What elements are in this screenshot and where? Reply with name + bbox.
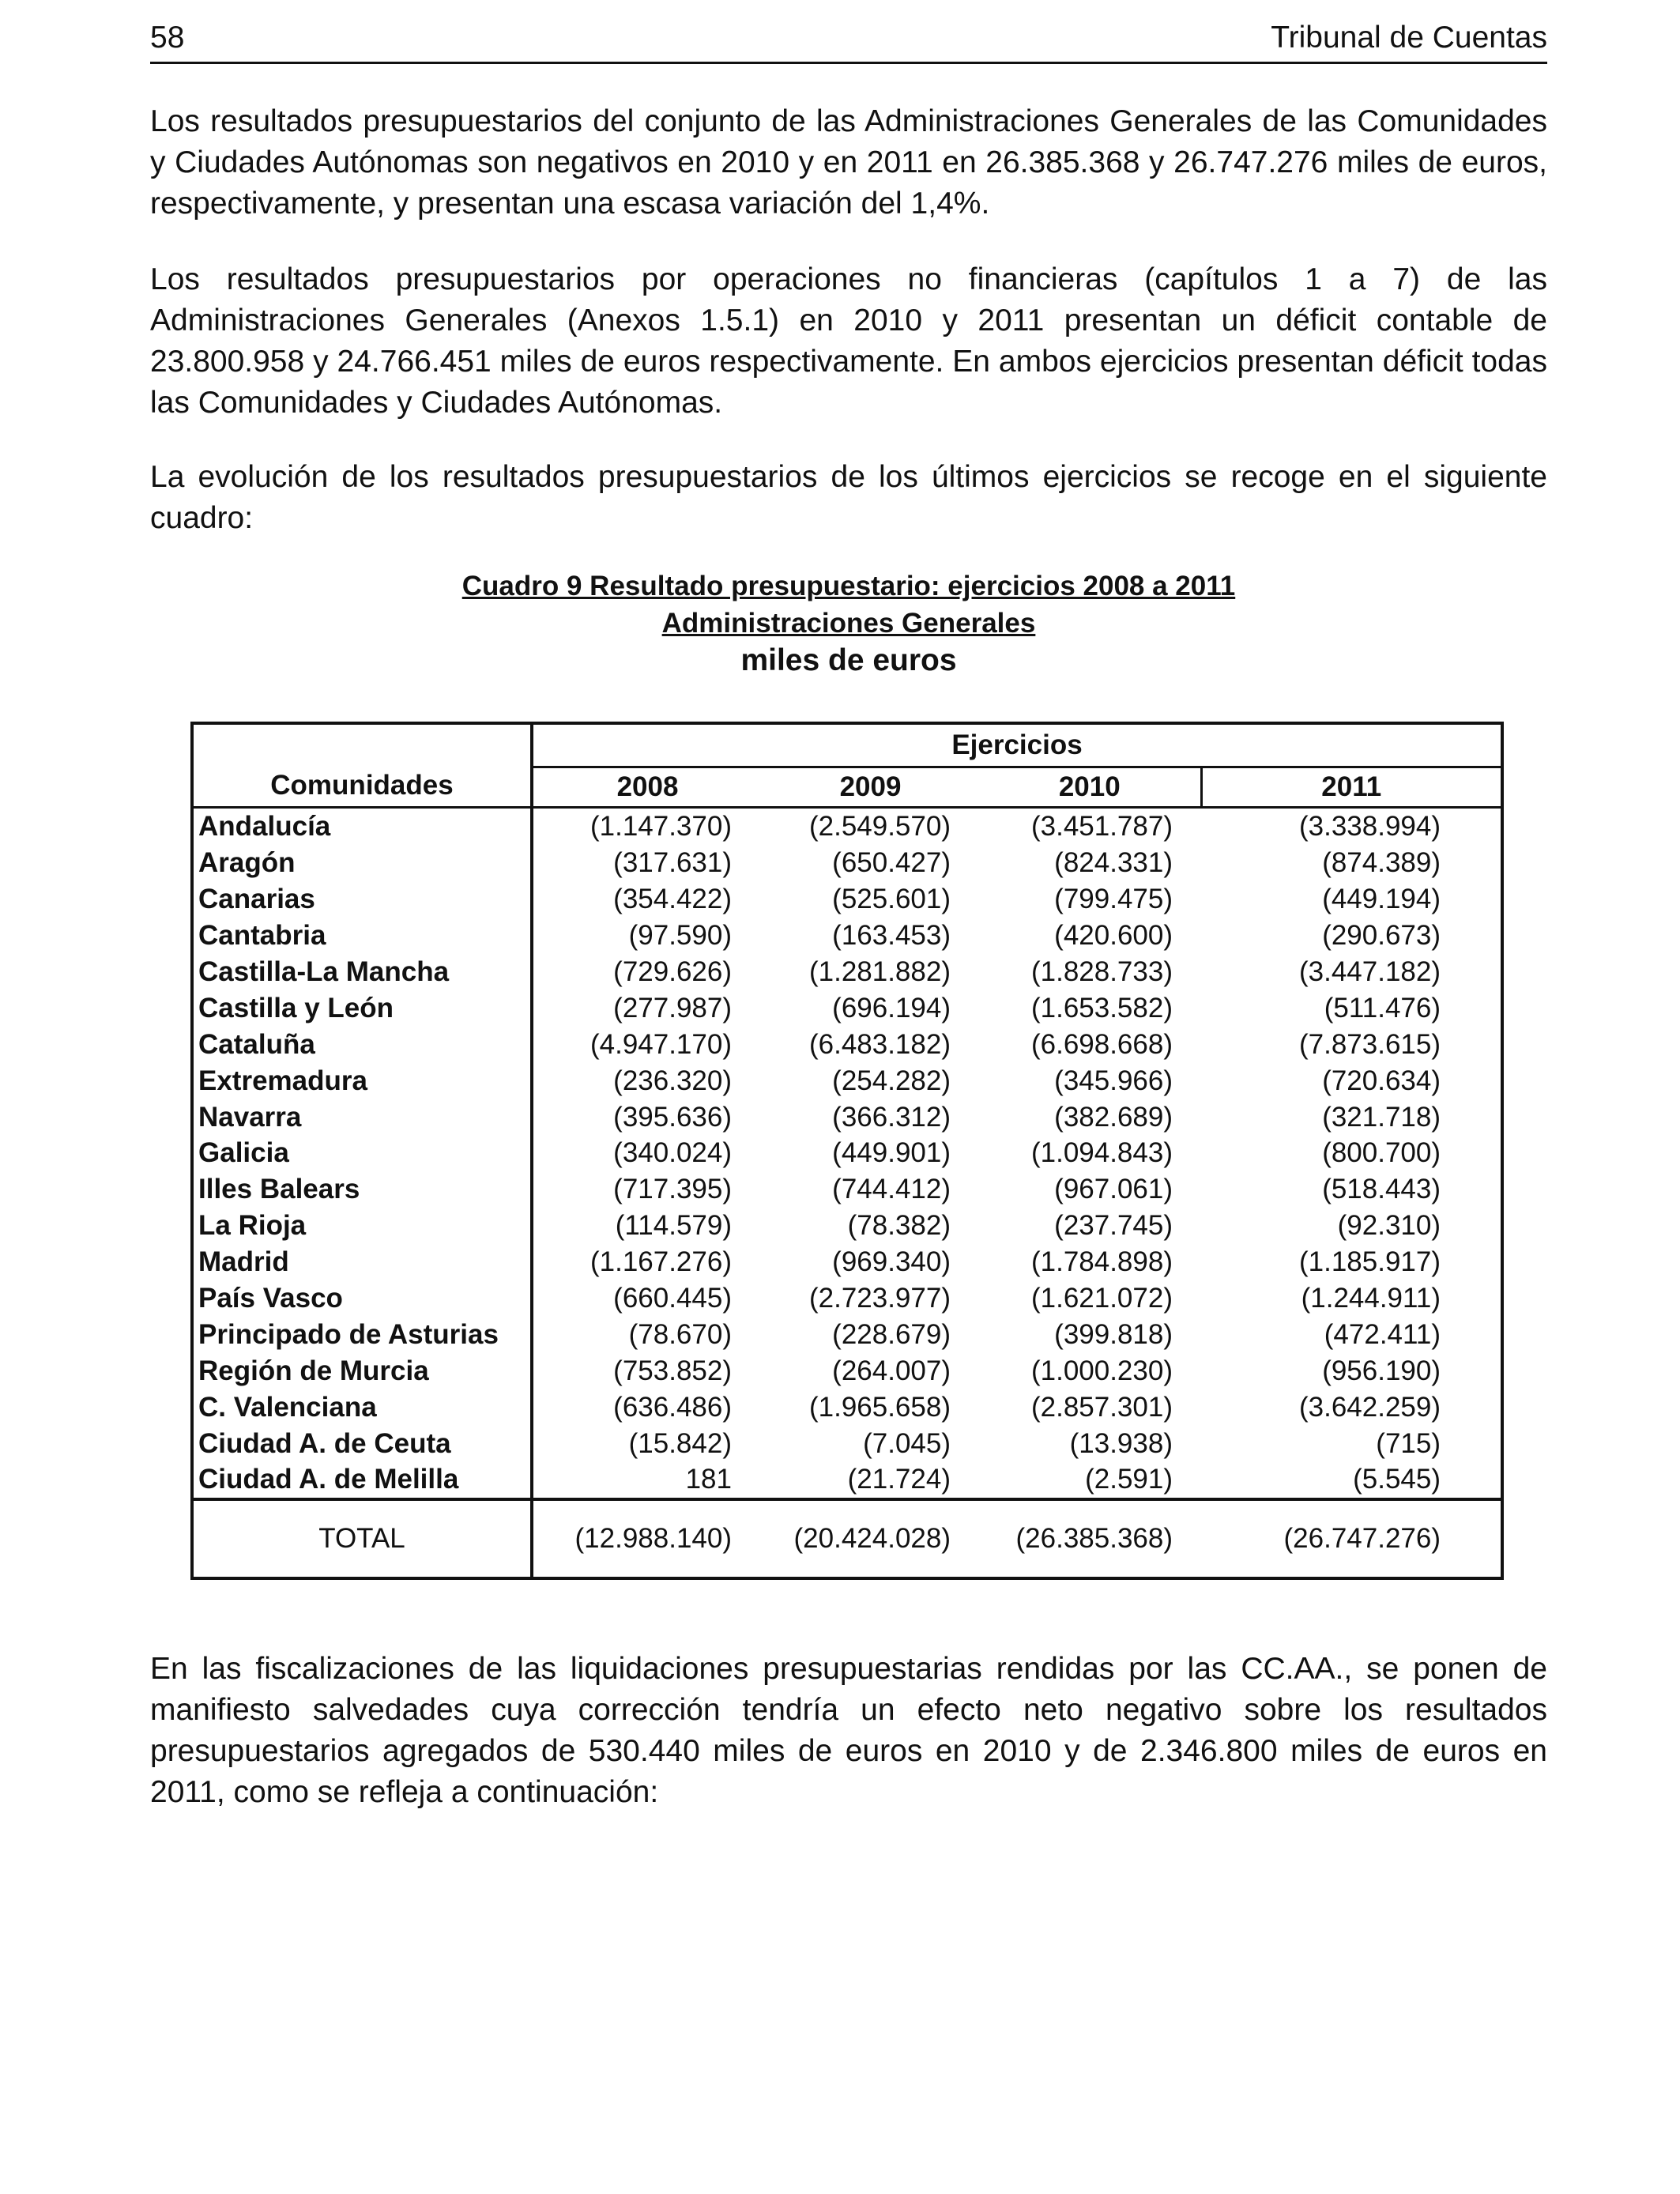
value-2009: (449.901) — [832, 1137, 951, 1169]
table-row — [192, 918, 1502, 954]
value-2009: (2.549.570) — [808, 811, 951, 843]
value-2009: (1.281.882) — [808, 956, 951, 987]
community-name: Canarias — [192, 881, 532, 918]
community-name: C. Valenciana — [192, 1389, 532, 1425]
community-name: Extremadura — [192, 1062, 532, 1099]
community-name: Illes Balears — [192, 1171, 532, 1208]
header-ejercicios: Ejercicios — [532, 723, 1502, 767]
value-2008: (1.167.276) — [590, 1246, 732, 1278]
value-2011: (1.185.917) — [1298, 1246, 1441, 1278]
value-2009: (366.312) — [832, 1101, 951, 1133]
value-2011: (720.634) — [1322, 1065, 1441, 1096]
value-2011: (5.545) — [1353, 1464, 1441, 1495]
value-2011: (472.411) — [1324, 1318, 1441, 1350]
value-2011: (956.190) — [1322, 1355, 1441, 1386]
paragraph-table-intro: La evolución de los resultados presupuestarios de los últimos ejercicios se recoge en el siguiente cuadro: — [150, 460, 1547, 535]
value-2008: 181 — [685, 1464, 732, 1495]
community-name: Región de Murcia — [192, 1352, 532, 1389]
total-2011: (26.747.276) — [1283, 1522, 1441, 1554]
table-row — [192, 1280, 1502, 1317]
page-number: 58 — [150, 21, 185, 55]
table-row — [192, 1352, 1502, 1389]
value-2011: (290.673) — [1322, 920, 1441, 952]
value-2009: (163.453) — [832, 920, 951, 952]
value-2009: (6.483.182) — [808, 1028, 951, 1060]
paragraph-non-financial-results: Los resultados presupuestarios por operaciones no financieras (capítulos 1 a 7) de las Administraciones Generales (Anexos 1.5.1) en 2010 y 2011 presentan un déficit contable de 23.800.958 y 24.766.451 miles de euros respectivamente. En ambos ejercicios presentan déficit todas las Comunidades y Ciudades Autónomas. — [150, 262, 1547, 420]
value-2011: (511.476) — [1324, 992, 1441, 1023]
value-2009: (2.723.977) — [808, 1283, 951, 1314]
value-2011: (3.642.259) — [1298, 1391, 1441, 1423]
value-2010: (1.621.072) — [1030, 1283, 1173, 1314]
value-2008: (660.445) — [613, 1283, 732, 1314]
value-2008: (395.636) — [613, 1101, 732, 1133]
table-row — [192, 1316, 1502, 1352]
value-2010: (345.966) — [1054, 1065, 1173, 1096]
value-2008: (1.147.370) — [590, 811, 732, 843]
community-name: País Vasco — [192, 1280, 532, 1317]
table-body — [192, 808, 1502, 1499]
table-row — [192, 990, 1502, 1026]
value-2008: (78.670) — [628, 1318, 732, 1350]
value-2008: (717.395) — [613, 1174, 732, 1205]
table-row — [192, 1208, 1502, 1244]
table-row — [192, 1171, 1502, 1208]
table-row — [192, 1389, 1502, 1425]
community-name: Ciudad A. de Melilla — [192, 1461, 532, 1499]
table-row — [192, 954, 1502, 990]
value-2008: (636.486) — [613, 1391, 732, 1423]
value-2009: (696.194) — [832, 992, 951, 1023]
header-comunidades: Comunidades — [192, 723, 532, 808]
value-2011: (3.338.994) — [1298, 811, 1441, 843]
header-year-2009: 2009 — [762, 767, 979, 808]
results-table — [190, 722, 1504, 1580]
value-2010: (1.784.898) — [1030, 1246, 1173, 1278]
table-row — [192, 1026, 1502, 1062]
table-row — [192, 1062, 1502, 1099]
community-name: Madrid — [192, 1244, 532, 1280]
value-2009: (228.679) — [832, 1318, 951, 1350]
table-row — [192, 1461, 1502, 1499]
table-row — [192, 845, 1502, 881]
publisher-name: Tribunal de Cuentas — [1271, 21, 1547, 55]
value-2010: (2.591) — [1085, 1464, 1173, 1495]
total-2009-value: (20.424.028) — [793, 1522, 951, 1554]
total-2010-value: (26.385.368) — [1015, 1522, 1173, 1554]
table-row — [192, 1099, 1502, 1135]
community-name: Galicia — [192, 1135, 532, 1171]
community-name: Ciudad A. de Ceuta — [192, 1425, 532, 1461]
value-2011: (800.700) — [1322, 1137, 1441, 1169]
table-row — [192, 808, 1502, 845]
value-2011: (518.443) — [1322, 1174, 1441, 1205]
paragraph-audit-adjustments: En las fiscalizaciones de las liquidaciones presupuestarias rendidas por las CC.AA., se ponen de manifiesto salvedades cuya corrección tendría un efecto neto negativo sobre los resultados presupuestarios agregados de 530.440 miles de euros en 2010 y de 2.346.800 miles de euros en 2011, como se refleja a continuación: — [150, 1652, 1547, 1809]
value-2011: (321.718) — [1322, 1101, 1441, 1133]
value-2008: (729.626) — [613, 956, 732, 987]
community-name: La Rioja — [192, 1208, 532, 1244]
value-2008: (317.631) — [613, 847, 732, 879]
community-name: Castilla y León — [192, 990, 532, 1026]
value-2011: (7.873.615) — [1298, 1028, 1441, 1060]
table-total-row — [192, 1499, 1502, 1578]
community-name: Castilla-La Mancha — [192, 954, 532, 990]
value-2011: (92.310) — [1337, 1210, 1441, 1242]
table-row — [192, 881, 1502, 918]
value-2008: (753.852) — [613, 1355, 732, 1386]
value-2009: (969.340) — [832, 1246, 951, 1278]
value-2010: (967.061) — [1054, 1174, 1173, 1205]
total-2010 — [979, 1499, 1201, 1578]
value-2011: (874.389) — [1322, 847, 1441, 879]
value-2008: (354.422) — [613, 884, 732, 915]
value-2009: (650.427) — [832, 847, 951, 879]
community-name: Navarra — [192, 1099, 532, 1135]
community-name: Aragón — [192, 845, 532, 881]
header-year-2010: 2010 — [979, 767, 1201, 808]
value-2010: (1.094.843) — [1030, 1137, 1173, 1169]
community-name: Cataluña — [192, 1026, 532, 1062]
value-2008: (277.987) — [613, 992, 732, 1023]
value-2010: (2.857.301) — [1030, 1391, 1173, 1423]
value-2010: (237.745) — [1054, 1210, 1173, 1242]
table-caption-units: miles de euros — [740, 643, 957, 677]
value-2011: (715) — [1376, 1427, 1441, 1459]
value-2009: (78.382) — [847, 1210, 951, 1242]
value-2008: (4.947.170) — [590, 1028, 732, 1060]
table-caption-title: Cuadro 9 Resultado presupuestario: ejercicios 2008 a 2011 — [461, 571, 1236, 601]
value-2008: (340.024) — [613, 1137, 732, 1169]
value-2010: (382.689) — [1054, 1101, 1173, 1133]
value-2008: (114.579) — [615, 1210, 732, 1242]
value-2009: (21.724) — [847, 1464, 951, 1495]
value-2010: (799.475) — [1054, 884, 1173, 915]
community-name: Principado de Asturias — [192, 1316, 532, 1352]
value-2009: (264.007) — [832, 1355, 951, 1386]
value-2009: (525.601) — [832, 884, 951, 915]
value-2010: (1.653.582) — [1030, 992, 1173, 1023]
value-2008: (97.590) — [628, 920, 732, 952]
header-year-2008: 2008 — [532, 767, 762, 808]
total-label: TOTAL — [192, 1499, 532, 1578]
value-2010: (1.828.733) — [1030, 956, 1173, 987]
value-2009: (7.045) — [863, 1427, 951, 1459]
table-row — [192, 1425, 1502, 1461]
value-2009: (254.282) — [832, 1065, 951, 1096]
value-2011: (3.447.182) — [1298, 956, 1441, 987]
header-year-2011: 2011 — [1201, 767, 1502, 808]
value-2010: (1.000.230) — [1030, 1355, 1173, 1386]
value-2010: (13.938) — [1069, 1427, 1173, 1459]
community-name: Andalucía — [192, 808, 532, 845]
table-row — [192, 1244, 1502, 1280]
table-caption-subtitle: Administraciones Generales — [661, 608, 1036, 639]
community-name: Cantabria — [192, 918, 532, 954]
value-2011: (1.244.911) — [1301, 1283, 1441, 1314]
value-2011: (449.194) — [1322, 884, 1441, 915]
value-2010: (824.331) — [1054, 847, 1173, 879]
value-2008: (15.842) — [628, 1427, 732, 1459]
value-2010: (399.818) — [1054, 1318, 1173, 1350]
total-2009 — [762, 1499, 979, 1578]
value-2010: (3.451.787) — [1030, 811, 1173, 843]
table-row — [192, 1135, 1502, 1171]
value-2008: (236.320) — [613, 1065, 732, 1096]
page-header — [150, 21, 1547, 64]
paragraph-results-overview: Los resultados presupuestarios del conjunto de las Administraciones Generales de las Comunidades y Ciudades Autónomas son negativos en 2010 y en 2011 en 26.385.368 y 26.747.276 miles de euros, respectivamente, y presentan una escasa variación del 1,4%. — [150, 104, 1547, 221]
value-2009: (1.965.658) — [808, 1391, 951, 1423]
value-2010: (420.600) — [1054, 920, 1173, 952]
value-2010: (6.698.668) — [1030, 1028, 1173, 1060]
total-2008: (12.988.140) — [574, 1522, 732, 1554]
value-2009: (744.412) — [832, 1174, 951, 1205]
